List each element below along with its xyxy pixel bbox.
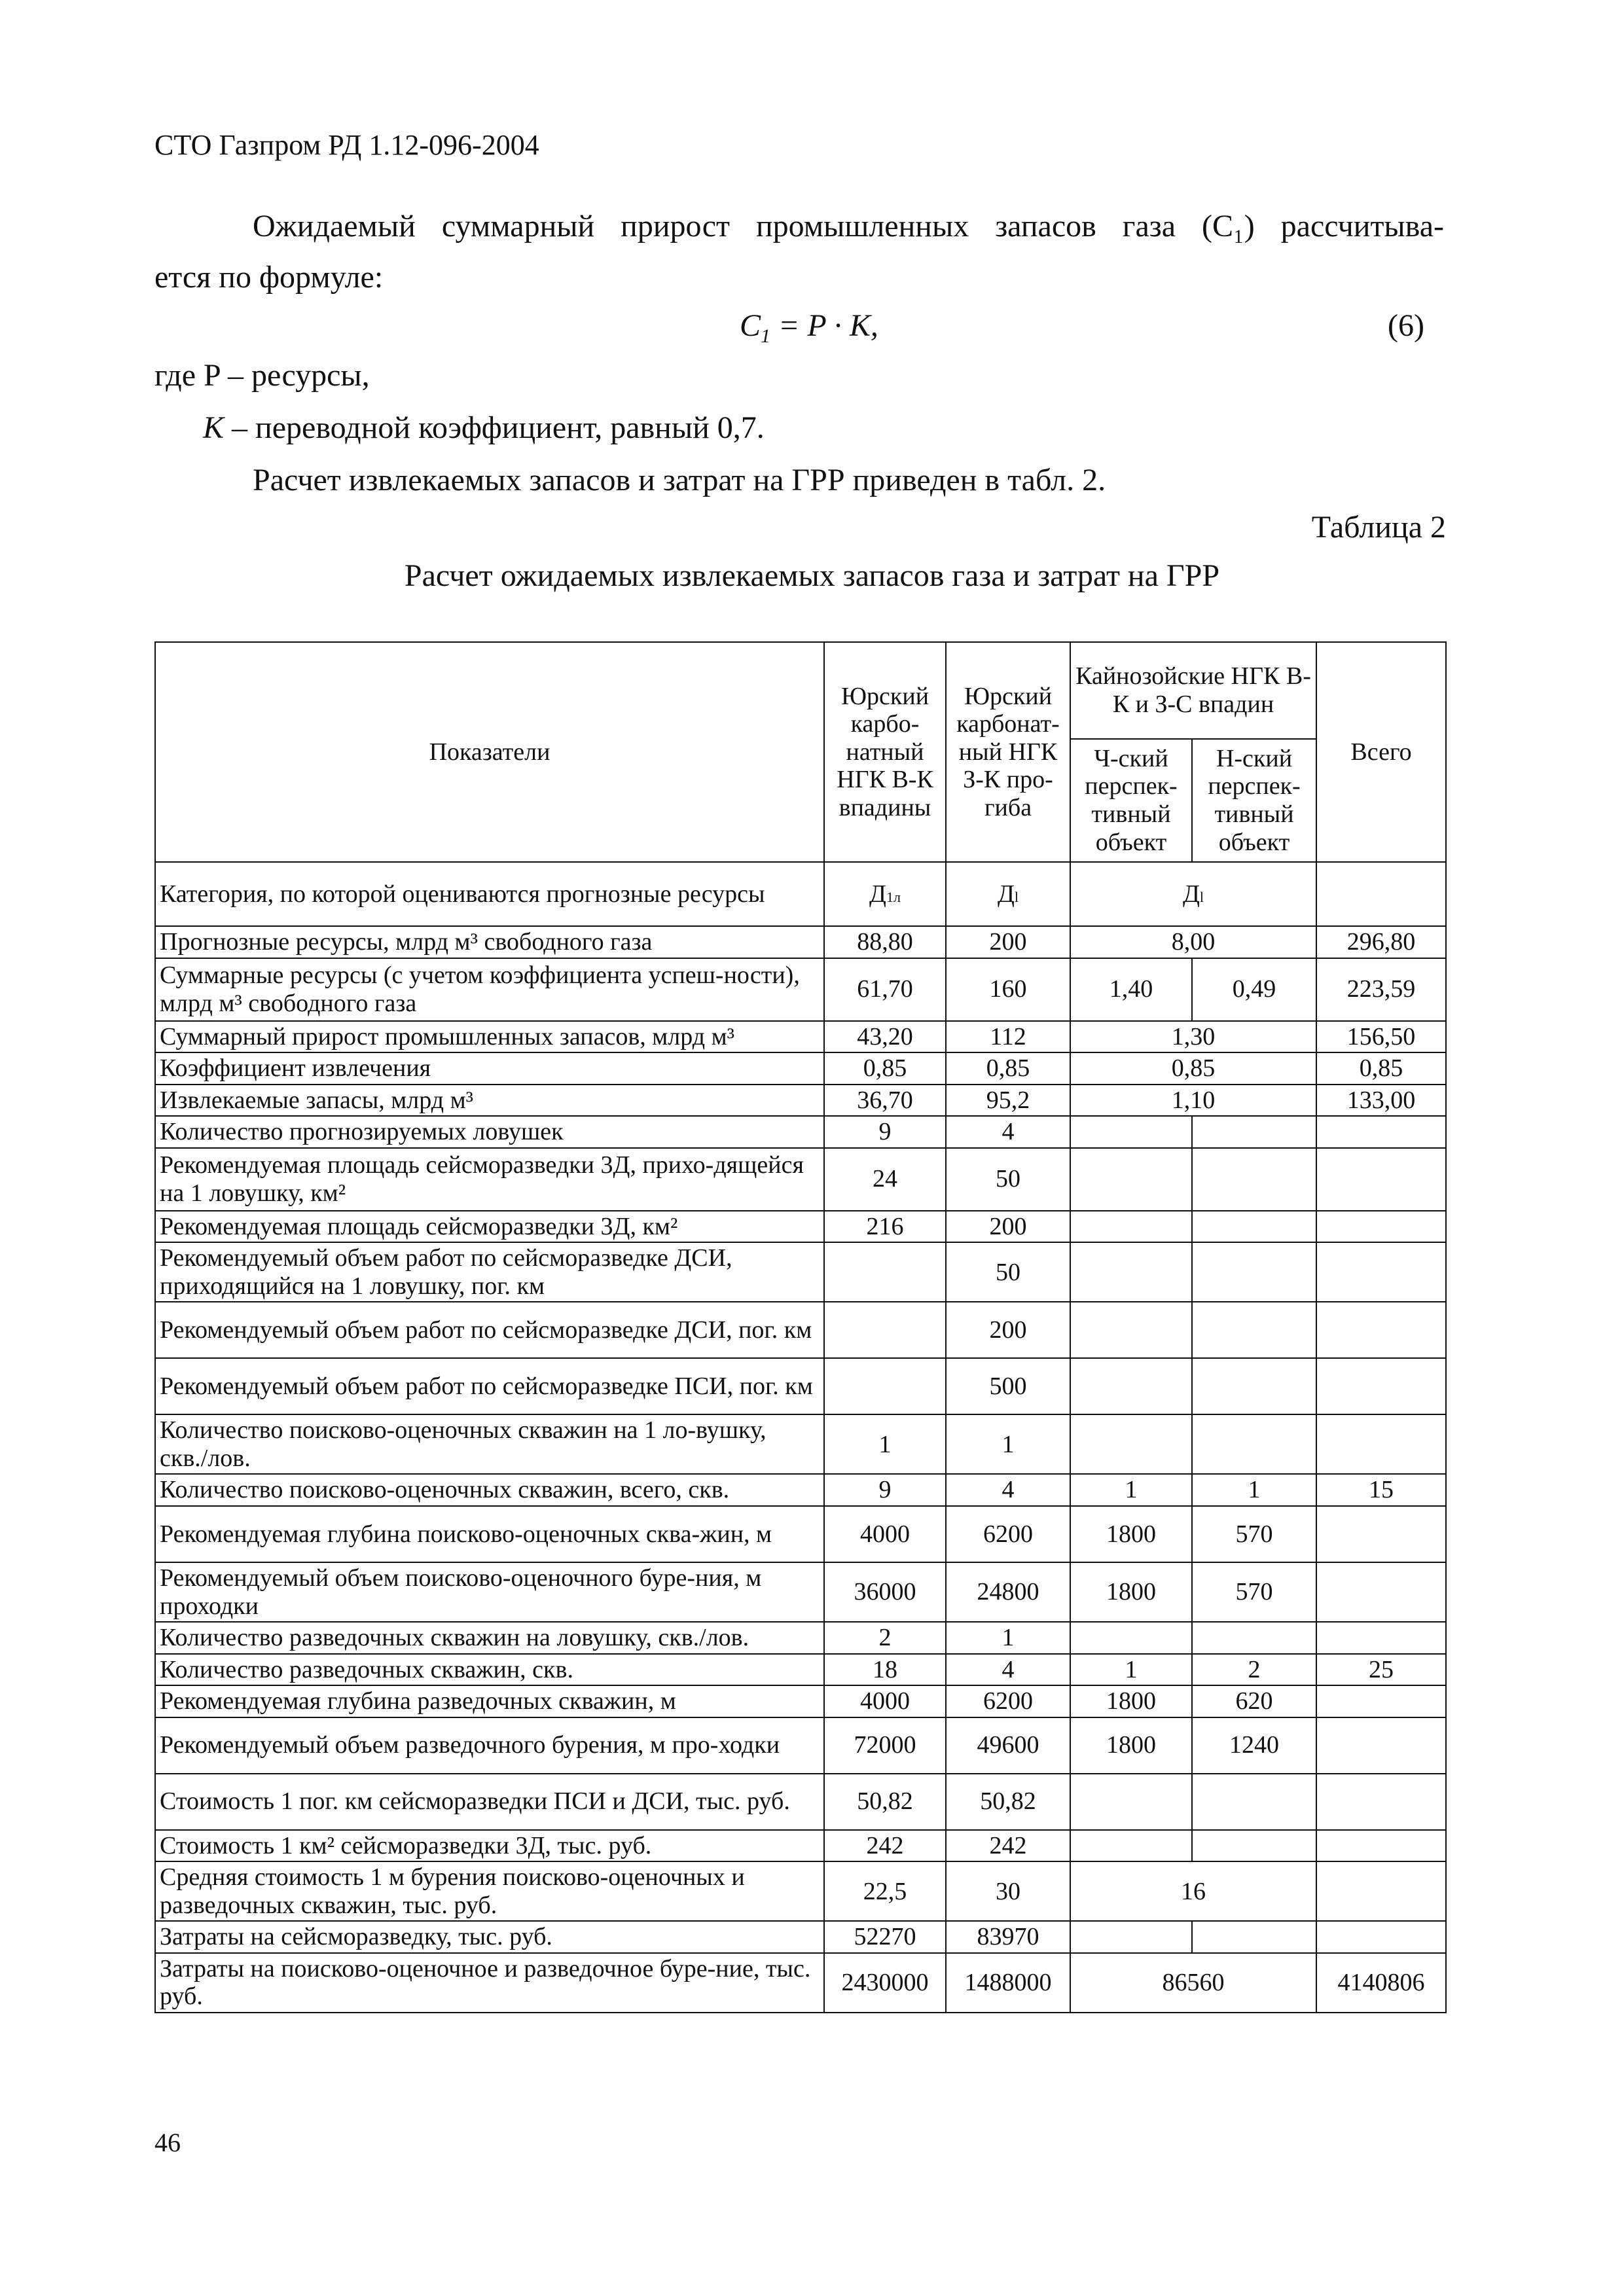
formula-number: (6) (1388, 308, 1424, 343)
table-row (155, 1242, 1446, 1302)
row-label: Рекомендуемый объем поисково-оценочного буре-ния, м проходки (155, 1562, 824, 1622)
cell-total (1316, 1861, 1446, 1921)
cell-col1: 50,82 (824, 1774, 946, 1830)
cell-col1: 22,5 (824, 1861, 946, 1921)
row-label: Количество поисково-оценочных скважин на 1 ло-вушку, скв./лов. (155, 1414, 824, 1474)
row-label: Средняя стоимость 1 м бурения поисково-оценочных и разведочных скважин, тыс. руб. (155, 1861, 824, 1921)
table-row (155, 862, 1446, 926)
cell-col3 (1070, 1830, 1192, 1862)
cell-col3 (1070, 1242, 1192, 1302)
cell-col3 (1070, 1302, 1192, 1358)
cell-col4 (1192, 1622, 1316, 1654)
cell-col1: 216 (824, 1211, 946, 1243)
cell-group-merged: 16 (1070, 1861, 1316, 1921)
cell-total (1316, 1242, 1446, 1302)
cell-col1: 36000 (824, 1562, 946, 1622)
cell-col1: 4000 (824, 1506, 946, 1562)
cell-col4: 570 (1192, 1506, 1316, 1562)
row-label: Рекомендуемый объем разведочного бурения, м про-ходки (155, 1717, 824, 1774)
reserves-table (154, 641, 1447, 2013)
cell-total: 15 (1316, 1474, 1446, 1506)
cell-col2: 50,82 (946, 1774, 1070, 1830)
cell-col1: 61,70 (824, 958, 946, 1021)
table-label: Таблица 2 (1311, 510, 1446, 545)
row-label: Затраты на сейсморазведку, тыс. руб. (155, 1921, 824, 1953)
cell-col2: 83970 (946, 1921, 1070, 1953)
row-label: Рекомендуемая площадь сейсморазведки 3Д, км² (155, 1211, 824, 1243)
cell-total: 0,85 (1316, 1052, 1446, 1085)
intro-line-1: Ожидаемый суммарный прирост промышленных запасов газа (C₁) рассчитыва- (253, 209, 1444, 243)
cell-total (1316, 1622, 1446, 1654)
cell-total: 156,50 (1316, 1021, 1446, 1053)
cell-group-merged: 1,10 (1070, 1085, 1316, 1117)
header-col3: Ч-ский перспек-тивный объект (1070, 739, 1192, 862)
cell-col4: 620 (1192, 1685, 1316, 1717)
cell-col2: 200 (946, 1211, 1070, 1243)
cell-total (1316, 1774, 1446, 1830)
cell-col1 (824, 1358, 946, 1414)
cell-col1: 0,85 (824, 1052, 946, 1085)
cell-total (1316, 1921, 1446, 1953)
row-label: Количество разведочных скважин на ловушку, скв./лов. (155, 1622, 824, 1654)
header-total: Всего (1316, 642, 1446, 862)
cell-col4 (1192, 1414, 1316, 1474)
cell-col1: 9 (824, 1116, 946, 1148)
cell-col4: 570 (1192, 1562, 1316, 1622)
cell-total (1316, 1830, 1446, 1862)
cell-col1: 4000 (824, 1685, 946, 1717)
formula-c: C (740, 308, 761, 343)
cell-total (1316, 1148, 1446, 1211)
cell-col2: 200 (946, 1302, 1070, 1358)
cell-col4 (1192, 1116, 1316, 1148)
table-row (155, 1654, 1446, 1686)
cell-col2: 1 (946, 1622, 1070, 1654)
header-group: Кайнозойские НГК В-К и З-С впадин (1070, 642, 1316, 739)
cell-group-merged: 1,30 (1070, 1021, 1316, 1053)
cell-col1: 9 (824, 1474, 946, 1506)
cell-col1: 43,20 (824, 1021, 946, 1053)
cell-group-merged: 86560 (1070, 1953, 1316, 2013)
where-line: где P – ресурсы, (154, 358, 370, 393)
cell-total (1316, 1562, 1446, 1622)
page-number: 46 (154, 2128, 181, 2157)
table-row (155, 1414, 1446, 1474)
cell-col4 (1192, 1211, 1316, 1243)
cell-total (1316, 1116, 1446, 1148)
cell-col3: 1800 (1070, 1562, 1192, 1622)
cell-total (1316, 1302, 1446, 1358)
cell-col1: Д1л (824, 862, 946, 926)
k-symbol: K (203, 410, 225, 445)
cell-total (1316, 1685, 1446, 1717)
cell-total: 223,59 (1316, 958, 1446, 1021)
table-row (155, 1622, 1446, 1654)
cell-group-merged: 0,85 (1070, 1052, 1316, 1085)
cell-group-merged: Дl (1070, 862, 1316, 926)
cell-col4 (1192, 1921, 1316, 1953)
cell-total: 25 (1316, 1654, 1446, 1686)
table-row (155, 1717, 1446, 1774)
cell-total (1316, 1506, 1446, 1562)
cell-col1: 1 (824, 1414, 946, 1474)
table-row (155, 1211, 1446, 1243)
cell-col4 (1192, 1358, 1316, 1414)
cell-col4: 1 (1192, 1474, 1316, 1506)
cell-total: 4140806 (1316, 1953, 1446, 2013)
cell-col2: Дl (946, 862, 1070, 926)
cell-total: 133,00 (1316, 1085, 1446, 1117)
cell-col3 (1070, 1622, 1192, 1654)
row-label: Рекомендуемая площадь сейсморазведки 3Д, прихо-дящейся на 1 ловушку, км² (155, 1148, 824, 1211)
cell-col4 (1192, 1830, 1316, 1862)
cell-col2: 4 (946, 1654, 1070, 1686)
cell-col3: 1 (1070, 1654, 1192, 1686)
cell-col2: 4 (946, 1116, 1070, 1148)
cell-col1: 88,80 (824, 926, 946, 958)
row-label: Прогнозные ресурсы, млрд м³ свободного газа (155, 926, 824, 958)
row-label: Рекомендуемый объем работ по сейсморазведке ДСИ, пог. км (155, 1302, 824, 1358)
cell-total (1316, 1414, 1446, 1474)
formula-rest: = P · K, (770, 308, 878, 343)
cell-col3 (1070, 1414, 1192, 1474)
cell-group-merged: 8,00 (1070, 926, 1316, 958)
cell-total (1316, 1211, 1446, 1243)
cell-col1: 24 (824, 1148, 946, 1211)
cell-col1 (824, 1242, 946, 1302)
cell-col1: 18 (824, 1654, 946, 1686)
calc-line: Расчет извлекаемых запасов и затрат на ГРР приведен в табл. 2. (253, 463, 1106, 497)
cell-col3 (1070, 1148, 1192, 1211)
cell-col4: 0,49 (1192, 958, 1316, 1021)
table-row (155, 1052, 1446, 1085)
row-label: Коэффициент извлечения (155, 1052, 824, 1085)
table-row (155, 1148, 1446, 1211)
table-row (155, 1953, 1446, 2013)
cell-col1-subscript: 1л (886, 888, 901, 905)
table-row (155, 1921, 1446, 1953)
table-row (155, 1302, 1446, 1358)
cell-col1: 72000 (824, 1717, 946, 1774)
cell-total: 296,80 (1316, 926, 1446, 958)
cell-col2: 4 (946, 1474, 1070, 1506)
table-row (155, 1474, 1446, 1506)
cell-col2: 95,2 (946, 1085, 1070, 1117)
k-text: – переводной коэффициент, равный 0,7. (224, 410, 765, 445)
cell-col2: 200 (946, 926, 1070, 958)
cell-col4 (1192, 1242, 1316, 1302)
table-row (155, 1861, 1446, 1921)
cell-col3 (1070, 1921, 1192, 1953)
cell-col2: 6200 (946, 1506, 1070, 1562)
cell-col1: 52270 (824, 1921, 946, 1953)
formula (740, 308, 878, 347)
cell-col3 (1070, 1116, 1192, 1148)
row-label: Количество прогнозируемых ловушек (155, 1116, 824, 1148)
cell-col1 (824, 1302, 946, 1358)
cell-col1: 36,70 (824, 1085, 946, 1117)
row-label: Рекомендуемый объем работ по сейсморазведке ДСИ, приходящийся на 1 ловушку, пог. км (155, 1242, 824, 1302)
table-row (155, 1830, 1446, 1862)
row-label: Извлекаемые запасы, млрд м³ (155, 1085, 824, 1117)
document-header: СТО Газпром РД 1.12-096-2004 (154, 129, 539, 161)
table-row (155, 1085, 1446, 1117)
cell-col2: 500 (946, 1358, 1070, 1414)
table-row (155, 926, 1446, 958)
row-label: Затраты на поисково-оценочное и разведочное буре-ние, тыс. руб. (155, 1953, 824, 2013)
table-row (155, 1685, 1446, 1717)
header-col2: Юрский карбонат-ный НГК З-К про-гиба (946, 642, 1070, 862)
cell-col3: 1800 (1070, 1506, 1192, 1562)
table-row (155, 1021, 1446, 1053)
intro-line-2: ется по формуле: (154, 260, 384, 295)
cell-col2-subscript: l (1014, 888, 1019, 905)
table-title: Расчет ожидаемых извлекаемых запасов газа и затрат на ГРР (404, 558, 1220, 593)
cell-col2: 30 (946, 1861, 1070, 1921)
cell-col4 (1192, 1774, 1316, 1830)
header-indicators: Показатели (155, 642, 824, 862)
cell-total (1316, 862, 1446, 926)
cell-col2: 0,85 (946, 1052, 1070, 1085)
cell-col3: 1800 (1070, 1717, 1192, 1774)
cell-col3 (1070, 1211, 1192, 1243)
row-label: Рекомендуемый объем работ по сейсморазведке ПСИ, пог. км (155, 1358, 824, 1414)
cell-col2: 50 (946, 1148, 1070, 1211)
cell-col2: 160 (946, 958, 1070, 1021)
cell-col1: 2 (824, 1622, 946, 1654)
table-row (155, 1506, 1446, 1562)
cell-col3: 1800 (1070, 1685, 1192, 1717)
cell-col2: 6200 (946, 1685, 1070, 1717)
cell-col3: 1 (1070, 1474, 1192, 1506)
header-col1: Юрский карбо-натный НГК В-К впадины (824, 642, 946, 862)
header-col4: Н-ский перспек-тивный объект (1192, 739, 1316, 862)
cell-col2: 242 (946, 1830, 1070, 1862)
row-label: Суммарный прирост промышленных запасов, млрд м³ (155, 1021, 824, 1053)
table-row (155, 958, 1446, 1021)
cell-col2: 24800 (946, 1562, 1070, 1622)
cell-col2: 1 (946, 1414, 1070, 1474)
table-row (155, 1774, 1446, 1830)
cell-col3 (1070, 1774, 1192, 1830)
table-row (155, 1116, 1446, 1148)
cell-col2: 112 (946, 1021, 1070, 1053)
row-label: Рекомендуемая глубина разведочных скважин, м (155, 1685, 824, 1717)
row-label: Категория, по которой оцениваются прогнозные ресурсы (155, 862, 824, 926)
formula-subscript: 1 (761, 325, 771, 347)
cell-col1: 2430000 (824, 1953, 946, 2013)
cell-total (1316, 1717, 1446, 1774)
cell-col4: 1240 (1192, 1717, 1316, 1774)
cell-group-merged-subscript: l (1199, 888, 1204, 905)
cell-col4 (1192, 1148, 1316, 1211)
row-label: Рекомендуемая глубина поисково-оценочных сква-жин, м (155, 1506, 824, 1562)
cell-col4 (1192, 1302, 1316, 1358)
row-label: Суммарные ресурсы (с учетом коэффициента успеш-ности), млрд м³ свободного газа (155, 958, 824, 1021)
cell-col1: 242 (824, 1830, 946, 1862)
row-label: Стоимость 1 пог. км сейсморазведки ПСИ и ДСИ, тыс. руб. (155, 1774, 824, 1830)
row-label: Количество поисково-оценочных скважин, всего, скв. (155, 1474, 824, 1506)
table-row (155, 1562, 1446, 1622)
cell-total (1316, 1358, 1446, 1414)
cell-col2: 1488000 (946, 1953, 1070, 2013)
row-label: Количество разведочных скважин, скв. (155, 1654, 824, 1686)
row-label: Стоимость 1 км² сейсморазведки 3Д, тыс. руб. (155, 1830, 824, 1862)
cell-col3: 1,40 (1070, 958, 1192, 1021)
cell-col4: 2 (1192, 1654, 1316, 1686)
cell-col2: 50 (946, 1242, 1070, 1302)
cell-col3 (1070, 1358, 1192, 1414)
table-row (155, 1358, 1446, 1414)
cell-col2: 49600 (946, 1717, 1070, 1774)
k-definition (203, 410, 765, 446)
